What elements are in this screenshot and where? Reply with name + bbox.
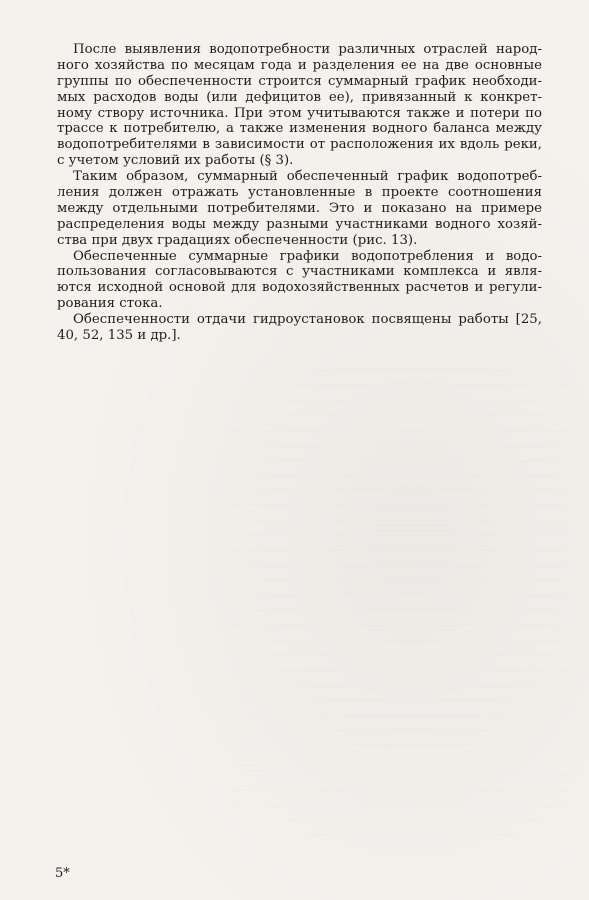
text-line: группы по обеспеченности строится суммарный график необходи- [57,73,542,89]
text-line: ного хозяйства по месяцам года и разделения ее на две основные [57,57,542,73]
text-line: ному створу источника. При этом учитываются также и потери по [57,105,542,121]
signature-mark: 5* [55,866,70,881]
text-line: между отдельными потребителями. Это и показано на примере [57,200,542,216]
text-line: трассе к потребителю, а также изменения водного баланса между [57,121,542,137]
text-line: Обеспеченные суммарные графики водопотребления и водо- [73,248,542,264]
text-line: ются исходной основой для водохозяйственных расчетов и регули- [57,280,542,296]
body-text [57,42,542,344]
text-line: ления должен отражать установленные в проекте соотношения [57,185,542,201]
text-line: Таким образом, суммарный обеспеченный график водопотреб- [73,169,542,185]
text-line: рования стока. [57,296,163,312]
text-line: После выявления водопотребности различных отраслей народ- [73,42,542,57]
text-line: распределения воды между разными участниками водного хозяй- [57,216,542,232]
paragraph-1 [57,42,542,169]
text-line: пользования согласовываются с участниками комплекса и явля- [57,264,542,280]
text-line: мых расходов воды (или дефицитов ее), привязанный к конкрет- [57,89,542,105]
text-line: 40, 52, 135 и др.]. [57,328,181,344]
text-line: Обеспеченности отдачи гидроустановок посвящены работы [25, [73,312,542,328]
text-line: водопотребителями в зависимости от расположения их вдоль реки, [57,137,542,153]
text-line: с учетом условий их работы (§ 3). [57,153,294,169]
text-line: ства при двух градациях обеспеченности (рис. 13). [57,232,418,248]
bleed-through-texture [235,370,565,840]
paragraph-4 [57,312,542,344]
paragraph-3 [57,249,542,313]
paragraph-2 [57,169,542,248]
